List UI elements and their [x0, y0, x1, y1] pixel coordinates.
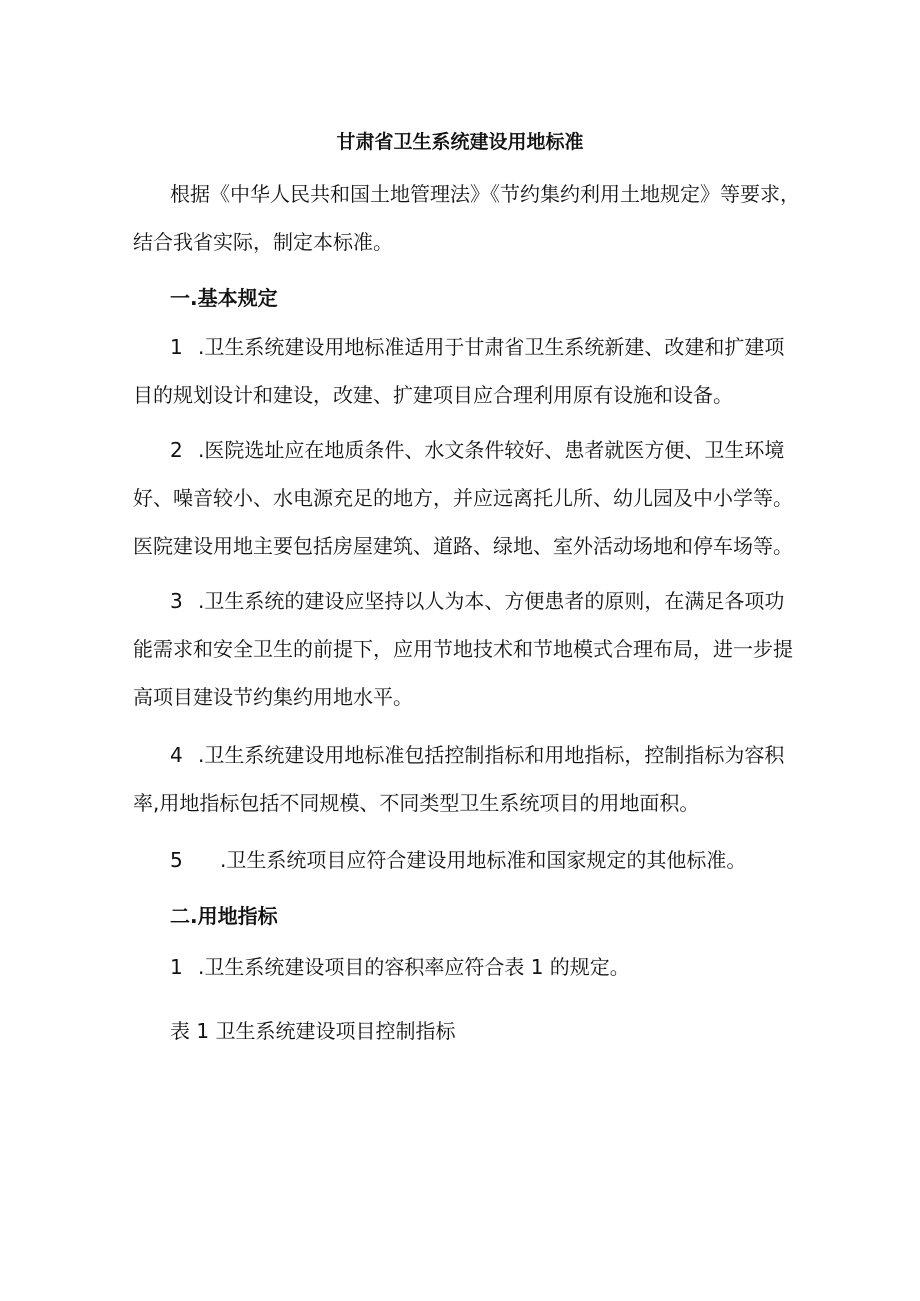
document-title: 甘肃省卫生系统建设用地标准: [336, 131, 584, 153]
section-1-item-2-line-1: [170, 437, 784, 463]
section-1-item-3-line-2: 能需求和安全卫生的前提下，应用节地技术和节地模式合理布局，进一步提: [133, 637, 793, 661]
section-1-item-5-line-1: [170, 847, 746, 873]
section-1-item-1-line-1: [170, 334, 784, 360]
item-text: .卫生系统建设用地标准适用于甘肃省卫生系统新建、改建和扩建项: [198, 335, 785, 359]
section-1-item-4-line-1: [170, 742, 784, 768]
section-1-item-3-line-1: [170, 588, 784, 614]
intro-line-2: 结合我省实际，制定本标准。: [133, 230, 393, 254]
section-2-heading: 二.用地指标: [170, 904, 278, 928]
item-text: .卫生系统项目应符合建设用地标准和国家规定的其他标准。: [220, 848, 747, 872]
item-number: 5: [170, 848, 183, 872]
item-number: 4: [170, 743, 183, 767]
item-number: 2: [170, 438, 183, 462]
section-1-item-4-line-2: 率,用地指标包括不同规模、不同类型卫生系统项目的用地面积。: [133, 791, 700, 815]
section-1-item-2-line-2: 好、噪音较小、水电源充足的地方，并应远离托儿所、幼儿园及中小学等。: [133, 486, 793, 510]
section-1-item-1-line-2: 目的规划设计和建设，改建、扩建项目应合理利用原有设施和设备。: [133, 383, 733, 407]
item-number: 3: [170, 589, 183, 613]
section-1-heading: 一.基本规定: [170, 286, 278, 310]
item-number: 1: [170, 955, 183, 979]
item-text: .卫生系统的建设应坚持以人为本、方便患者的原则，在满足各项功: [198, 589, 785, 613]
section-1-item-2-line-3: 医院建设用地主要包括房屋建筑、道路、绿地、室外活动场地和停车场等。: [133, 534, 793, 558]
section-1-item-3-line-3: 高项目建设节约集约用地水平。: [133, 685, 413, 709]
item-text: .卫生系统建设用地标准包括控制指标和用地指标，控制指标为容积: [198, 743, 785, 767]
item-text: .医院选址应在地质条件、水文条件较好、患者就医方便、卫生环境: [198, 438, 785, 462]
table-caption: 表 1 卫生系统建设项目控制指标: [170, 1019, 456, 1043]
item-number: 1: [170, 335, 183, 359]
section-2-item-1-line-1: [170, 954, 630, 980]
intro-line-1: 根据《中华人民共和国土地管理法》《节约集约利用土地规定》等要求，: [170, 182, 800, 206]
item-text: .卫生系统建设项目的容积率应符合表 1 的规定。: [198, 955, 630, 979]
